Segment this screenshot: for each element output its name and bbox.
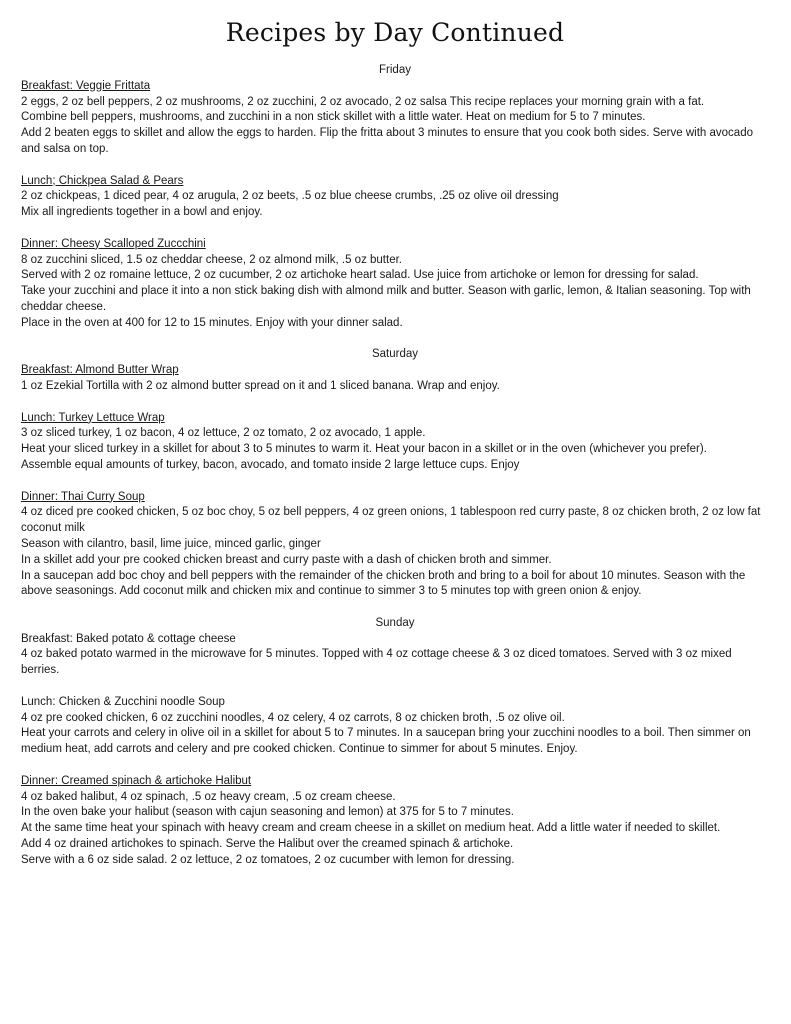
day-section-saturday — [21, 347, 769, 600]
recipe-title: Lunch: Turkey Lettuce Wrap — [21, 411, 165, 424]
recipe-text-line: Mix all ingredients together in a bowl and enjoy. — [21, 206, 263, 219]
recipe-text-line: At the same time heat your spinach with heavy cream and cream cheese in a skillet on medium heat. Add a little water if needed to skillet. — [21, 822, 721, 835]
recipe-text-line: Served with 2 oz romaine lettuce, 2 oz cucumber, 2 oz artichoke heart salad. Use juice from artichoke or lemon for dressing for salad. — [21, 269, 699, 282]
recipe-block — [21, 174, 769, 221]
recipe-text-line: 4 oz baked potato warmed in the microwave for 5 minutes. Topped with 4 oz cottage cheese & 3 oz diced tomatoes. Served with 3 oz mixed berries. — [21, 648, 732, 677]
day-heading: Saturday — [371, 348, 419, 361]
recipe-block — [21, 490, 769, 601]
recipe-title: Breakfast: Baked potato & cottage cheese — [21, 632, 236, 645]
recipe-title: Breakfast: Almond Butter Wrap — [21, 364, 179, 377]
day-section-friday — [21, 63, 769, 332]
recipe-text-line: In a skillet add your pre cooked chicken breast and curry paste with a dash of chicken broth and simmer. — [21, 553, 552, 566]
recipe-block — [21, 774, 769, 869]
day-section-sunday — [21, 616, 769, 869]
recipe-text-line: Serve with a 6 oz side salad. 2 oz lettuce, 2 oz tomatoes, 2 oz cucumber with lemon for dressing. — [21, 853, 515, 866]
recipe-text-line: 4 oz baked halibut, 4 oz spinach, .5 oz heavy cream, .5 oz cream cheese. — [21, 790, 396, 803]
recipe-title: Breakfast: Veggie Frittata — [21, 79, 151, 92]
recipe-title: Dinner: Creamed spinach & artichoke Halibut — [21, 774, 252, 787]
day-heading: Friday — [379, 64, 411, 76]
recipe-text-line: Add 2 beaten eggs to skillet and allow the eggs to harden. Flip the fritta about 3 minutes to ensure that you cook both sides. Serve with avocado and salsa on top. — [21, 127, 753, 155]
recipe-block — [21, 411, 769, 474]
recipe-block — [21, 695, 769, 758]
recipe-text-line: Take your zucchini and place it into a non stick baking dish with almond milk and butter. Season with garlic, lemon, & Italian seasoning. Top with cheddar cheese. — [21, 285, 751, 313]
recipe-text-line: Heat your carrots and celery in olive oil in a skillet for about 5 to 7 minutes. In a saucepan bring your zucchini noodles to a boil. Then simmer on medium heat, add carrots and celery and pre cooked chicken. Continue to simmer for about 5 minutes. Enjoy. — [21, 727, 751, 756]
page-title: Recipes by Day Continued — [225, 18, 565, 47]
recipe-content — [21, 63, 769, 869]
recipe-title: Lunch; Chickpea Salad & Pears — [21, 174, 184, 187]
recipe-text-line: 3 oz sliced turkey, 1 oz bacon, 4 oz lettuce, 2 oz tomato, 2 oz avocado, 1 apple. — [21, 427, 426, 440]
recipe-text-line: In a saucepan add boc choy and bell peppers with the remainder of the chicken broth and bring to a boil for about 10 minutes. Season with the above seasonings. Add coconut milk and chicken mix and continue to simmer 3 to 5 minutes top with green onion & enjoy. — [21, 569, 746, 598]
recipe-title: Dinner: Thai Curry Soup — [21, 490, 145, 503]
recipe-text-line: 1 oz Ezekial Tortilla with 2 oz almond butter spread on it and 1 sliced banana. Wrap and enjoy. — [21, 379, 500, 392]
recipe-text-line: Place in the oven at 400 for 12 to 15 minutes. Enjoy with your dinner salad. — [21, 316, 403, 329]
recipe-title: Lunch: Chicken & Zucchini noodle Soup — [21, 695, 225, 708]
recipe-block — [21, 237, 769, 332]
recipe-text-line: 2 oz chickpeas, 1 diced pear, 4 oz arugula, 2 oz beets, .5 oz blue cheese crumbs, .25 oz olive oil dressing — [21, 190, 559, 203]
day-heading: Sunday — [375, 616, 415, 629]
recipe-text-line: Combine bell peppers, mushrooms, and zucchini in a non stick skillet with a little water. Heat on medium for 5 to 7 minutes. — [21, 111, 646, 124]
recipe-text-line: In the oven bake your halibut (season with cajun seasoning and lemon) at 375 for 5 to 7 minutes. — [21, 806, 514, 819]
recipe-block — [21, 79, 769, 158]
recipe-text-line: Add 4 oz drained artichokes to spinach. Serve the Halibut over the creamed spinach & artichoke. — [21, 838, 514, 851]
recipe-text-line: 2 eggs, 2 oz bell peppers, 2 oz mushrooms, 2 oz zucchini, 2 oz avocado, 2 oz salsa This recipe replaces your morning grain with a fat. — [21, 95, 705, 108]
recipe-text-line: Assemble equal amounts of turkey, bacon, avocado, and tomato inside 2 large lettuce cups. Enjoy — [21, 458, 520, 471]
recipe-title: Dinner: Cheesy Scalloped Zuccchini — [21, 237, 206, 250]
recipe-text-line: Season with cilantro, basil, lime juice, minced garlic, ginger — [21, 537, 321, 550]
recipe-text-line: 4 oz pre cooked chicken, 6 oz zucchini noodles, 4 oz celery, 4 oz carrots, 8 oz chicken broth, .5 oz olive oil. — [21, 711, 565, 724]
recipe-text-line: 4 oz diced pre cooked chicken, 5 oz boc choy, 5 oz bell peppers, 4 oz green onions, 1 tablespoon red curry paste, 8 oz chicken broth, 2 oz low fat coconut milk — [21, 506, 761, 535]
recipe-text-line: Heat your sliced turkey in a skillet for about 3 to 5 minutes to warm it. Heat your bacon in a skillet or in the oven (whichever you prefer). — [21, 443, 707, 456]
recipe-text-line: 8 oz zucchini sliced, 1.5 oz cheddar cheese, 2 oz almond milk, .5 oz butter. — [21, 253, 402, 266]
recipe-block — [21, 363, 769, 395]
recipe-block — [21, 632, 769, 679]
